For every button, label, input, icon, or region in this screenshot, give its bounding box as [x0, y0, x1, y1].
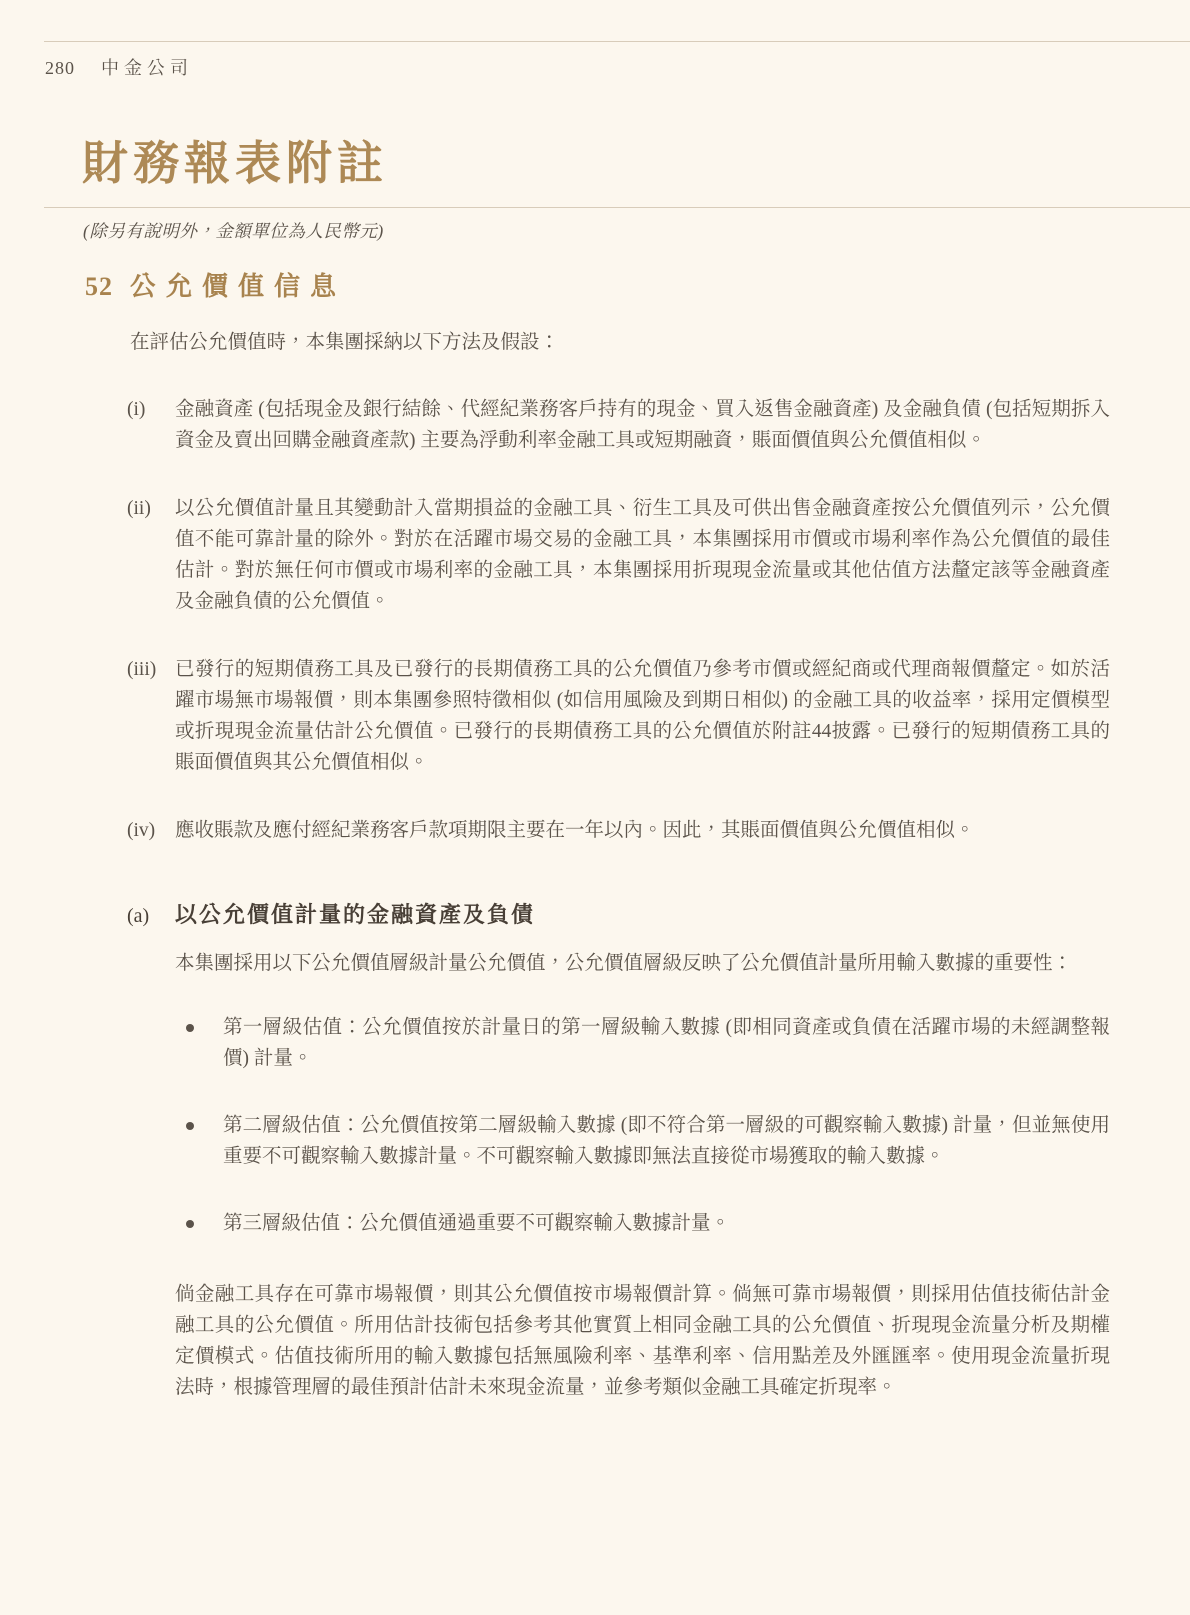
page-number: 280: [45, 58, 75, 78]
bullet-item: [175, 1208, 1110, 1239]
section-intro: 在評估公允價值時，本集團採納以下方法及假設：: [130, 332, 560, 353]
subsection-intro: 本集團採用以下公允價值層級計量公允價值，公允價值層級反映了公允價值計量所用輸入數據的重要性：: [175, 953, 1073, 974]
header-rule: [44, 41, 1190, 42]
section-heading: [85, 266, 1190, 303]
company-name: 中金公司: [101, 58, 193, 78]
item-text: 金融資產 (包括現金及銀行結餘、代經紀業務客戶持有的現金、買入返售金融資產) 及金融負債 (包括短期拆入資金及賣出回購金融資產款) 主要為浮動利率金融工具或短期融資，賬面價值與公允價值相似。: [175, 399, 1110, 451]
list-item: [127, 654, 1110, 778]
subsection-title: 以公允價值計量的金融資產及負債: [175, 902, 536, 927]
list-item: [127, 394, 1110, 456]
bullet-icon: [186, 1122, 194, 1130]
item-text: 以公允價值計量且其變動計入當期損益的金融工具、衍生工具及可供出售金融資產按公允價值列示，公允價值不能可靠計量的除外。對於在活躍市場交易的金融工具，本集團採用市價或市場利率作為公允價值的最佳估計。對於無任何市價或市場利率的金融工具，本集團採用折現現金流量或其他估值方法釐定該等金融資產及金融負債的公允價值。: [175, 498, 1110, 612]
main-content: [0, 266, 1190, 1403]
item-label: (i): [127, 399, 146, 420]
bullet-text: 第一層級估值：公允價值按於計量日的第一層級輸入數據 (即相同資產或負債在活躍市場的未經調整報價) 計量。: [223, 1017, 1110, 1069]
bullet-item: [175, 1110, 1110, 1172]
bullet-text: 第二層級估值：公允價值按第二層級輸入數據 (即不符合第一層級的可觀察輸入數據) 計量，但並無使用重要不可觀察輸入數據計量。不可觀察輸入數據即無法直接從市場獲取的輸入數據。: [223, 1115, 1110, 1167]
title-rule: [44, 207, 1190, 208]
bullet-icon: [186, 1220, 194, 1228]
list-item: [127, 815, 1110, 846]
item-text: 應收賬款及應付經紀業務客戶款項期限主要在一年以內。因此，其賬面價值與公允價值相似。: [175, 820, 975, 841]
item-text: 已發行的短期債務工具及已發行的長期債務工具的公允價值乃參考市價或經紀商或代理商報價釐定。如於活躍市場無市場報價，則本集團參照特徵相似 (如信用風險及到期日相似) 的金融工具的收益率，採用定價模型或折現現金流量估計公允價值。已發行的長期債務工具的公允價值於附註44披露。已發行的短期債務工具的賬面價值與其公允價值相似。: [175, 659, 1110, 773]
subsection-content: [175, 948, 1110, 1403]
currency-unit-note: (除另有說明外，金額單位為人民幣元): [83, 221, 384, 241]
item-label: (iii): [127, 659, 157, 680]
bullet-icon: [186, 1024, 194, 1032]
bullet-item: [175, 1012, 1110, 1074]
section-title: 公允價值信息: [130, 272, 347, 301]
document-title: 財務報表附註: [82, 138, 388, 189]
subsection-closing-paragraph: 倘金融工具存在可靠市場報價，則其公允價值按市場報價計算。倘無可靠市場報價，則採用估值技術估計金融工具的公允價值。所用估計技術包括參考其他實質上相同金融工具的公允價值、折現現金流量分析及期權定價模式。估值技術所用的輸入數據包括無風險利率、基準利率、信用點差及外匯匯率。使用現金流量折現法時，根據管理層的最佳預計估計未來現金流量，並參考類似金融工具確定折現率。: [175, 1284, 1110, 1398]
running-header: [45, 54, 193, 80]
subsection-heading: [127, 898, 1110, 929]
item-label: (ii): [127, 498, 151, 519]
section-number: 52: [85, 272, 113, 301]
list-item: [127, 493, 1110, 617]
subsection-label: (a): [127, 905, 150, 927]
item-label: (iv): [127, 820, 156, 841]
bullet-text: 第三層級估值：公允價值通過重要不可觀察輸入數據計量。: [223, 1213, 731, 1234]
